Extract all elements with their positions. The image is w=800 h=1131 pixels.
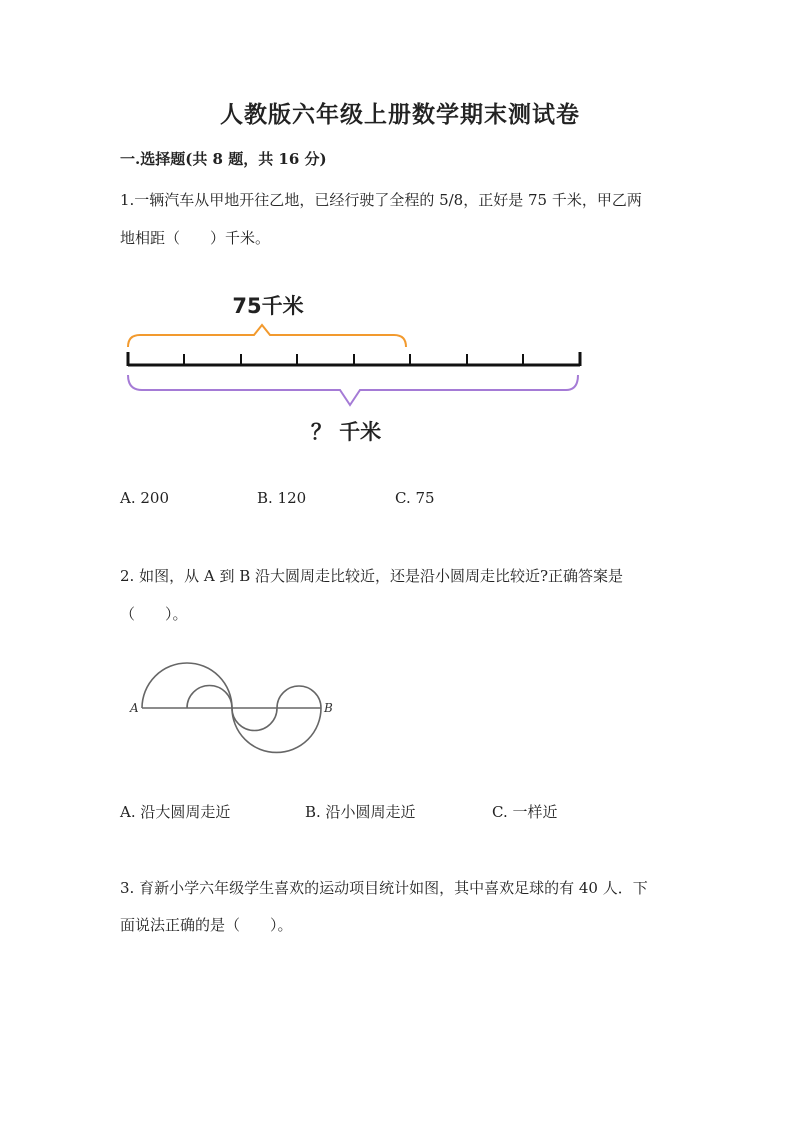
top-brace-label: 75千米 xyxy=(232,294,304,318)
question-2-option-b[interactable]: B. 沿小圆周走近 xyxy=(305,803,416,821)
point-a-label: A xyxy=(130,701,139,715)
question-1-option-a[interactable]: A. 200 xyxy=(120,489,169,507)
question-1-segment-diagram xyxy=(0,285,800,445)
page-title: 人教版六年级上册数学期末测试卷 xyxy=(220,101,580,128)
top-brace xyxy=(128,325,406,347)
small-semicircle-2 xyxy=(232,708,277,731)
question-2-option-c[interactable]: C. 一样近 xyxy=(492,803,558,821)
question-2-text-line-1: 2. 如图，从 A 到 B 沿大圆周走比较近，还是沿小圆周走比较近?正确答案是 xyxy=(120,567,624,585)
question-2-option-a[interactable]: A. 沿大圆周走近 xyxy=(120,803,231,821)
bottom-brace xyxy=(128,375,578,405)
question-2-circle-path-diagram xyxy=(120,650,340,760)
question-2-text-line-2: （ ）。 xyxy=(120,605,188,623)
small-semicircle-1 xyxy=(187,686,232,709)
question-1-text-line-1: 1.一辆汽车从甲地开往乙地，已经行驶了全程的 5/8，正好是 75 千米，甲乙两 xyxy=(120,191,642,209)
point-b-label: B xyxy=(324,701,333,715)
section-heading: 一.选择题(共 8 题，共 16 分) xyxy=(120,150,327,168)
question-1-text-line-2: 地相距（ ）千米。 xyxy=(120,229,271,247)
question-3-text-line-1: 3. 育新小学六年级学生喜欢的运动项目统计如图，其中喜欢足球的有 40 人．下 xyxy=(120,879,648,897)
large-semicircle-upper xyxy=(142,663,232,708)
question-3-text-line-2: 面说法正确的是（ ）。 xyxy=(120,916,293,934)
question-1-option-c[interactable]: C. 75 xyxy=(395,489,435,507)
bottom-brace-label: ？ 千米 xyxy=(310,420,382,444)
small-semicircle-3 xyxy=(277,686,321,708)
question-1-option-b[interactable]: B. 120 xyxy=(257,489,307,507)
